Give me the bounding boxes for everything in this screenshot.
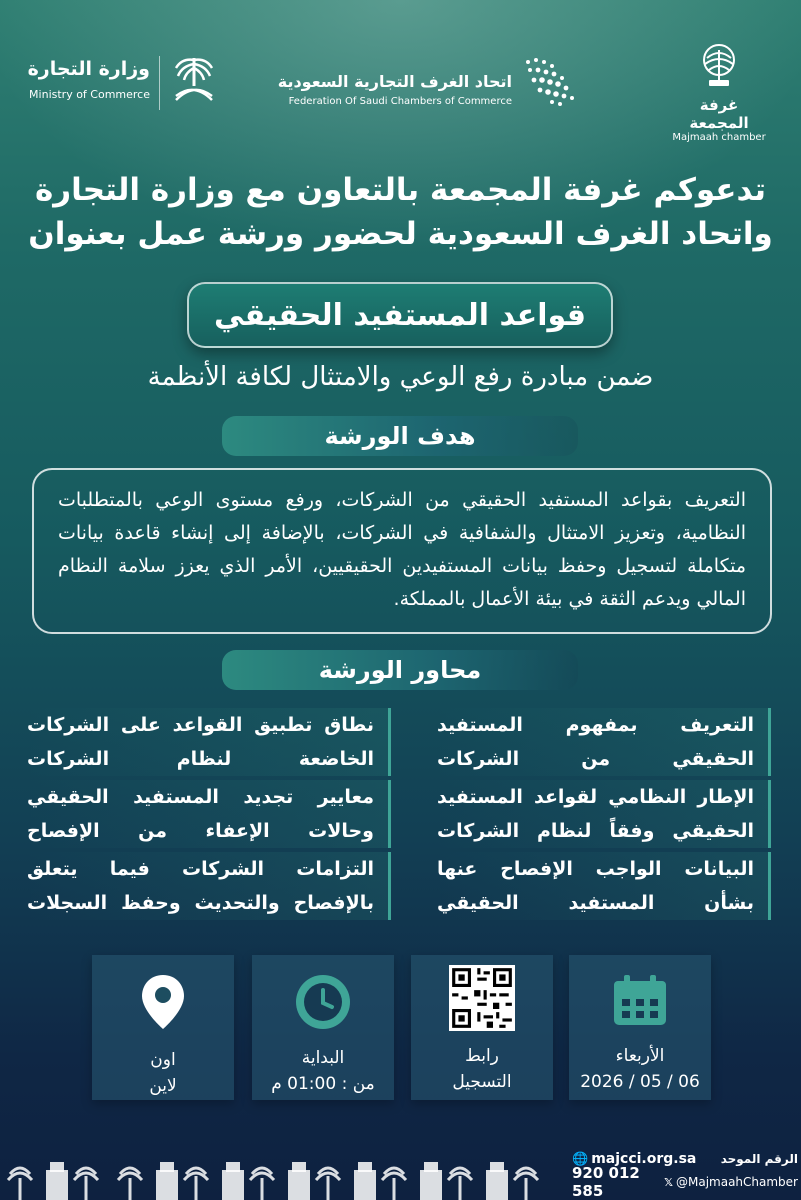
event-day: الأربعاء [615, 1046, 665, 1066]
federation-logo [277, 52, 582, 122]
palm-swords-emblem-icon [170, 52, 218, 112]
location-card [92, 955, 234, 1100]
axis-item-4-line-2: وحالات الإعفاء من الإفصاح [27, 820, 374, 842]
ministry-name-ar: وزارة التجارة [27, 58, 150, 80]
start-label: البداية [301, 1048, 345, 1068]
axis-item-5 [437, 852, 771, 920]
axes-heading: محاور الورشة [318, 656, 482, 684]
clock-icon [294, 973, 352, 1031]
chamber-name-ar: غرفة المجمعة [689, 96, 749, 132]
register-line-1: رابط [465, 1046, 499, 1066]
axis-item-5-line-2: بشأن المستفيد الحقيقي [437, 892, 754, 914]
federation-name-ar: اتحاد الغرف التجارية السعودية [277, 72, 512, 91]
invite-heading [20, 168, 781, 256]
date-card [569, 955, 711, 1100]
chamber-name-en: Majmaah chamber [672, 132, 766, 143]
calendar-icon [610, 973, 670, 1029]
federation-name-en: Federation Of Saudi Chambers of Commerce [288, 96, 512, 107]
invite-line-1: تدعوكم غرفة المجمعة بالتعاون مع وزارة التجارة [34, 172, 767, 208]
palm-crown-icon [693, 42, 745, 92]
axis-item-3-line-1: الإطار النظامي لقواعد المستفيد [437, 786, 754, 808]
twitter-icon: 𝕏 [664, 1175, 673, 1189]
invite-line-2: واتحاد الغرف السعودية لحضور ورشة عمل بعنوان [28, 216, 773, 252]
website-text: majcci.org.sa [591, 1151, 697, 1167]
axis-item-4 [27, 780, 391, 848]
workshop-title: قواعد المستفيد الحقيقي [214, 297, 586, 333]
axis-item-1-line-1: التعريف بمفهوم المستفيد [437, 714, 754, 736]
time-card-text [271, 1045, 375, 1097]
location-pin-icon [138, 973, 188, 1033]
twitter-link[interactable] [664, 1175, 798, 1189]
ministry-logo [28, 52, 218, 122]
event-date: 2026 / 05 / 06 [580, 1072, 700, 1092]
ministry-name-en: Ministry of Commerce [29, 88, 150, 101]
axis-item-4-line-1: معايير تجديد المستفيد الحقيقي [27, 786, 374, 808]
axis-item-1 [437, 708, 771, 776]
axis-item-2 [27, 708, 391, 776]
axis-item-3-line-2: الحقيقي وفقاً لنظام الشركات [437, 820, 754, 842]
axis-item-5-line-1: البيانات الواجب الإفصاح عنها [437, 858, 754, 880]
axis-item-1-line-2: الحقيقي من الشركات [437, 748, 754, 770]
footer-contact [572, 1148, 798, 1200]
phone-link[interactable] [572, 1164, 664, 1200]
goal-box [32, 468, 772, 634]
axis-item-2-line-2: الخاضعة لنظام الشركات [27, 748, 374, 770]
globe-icon: 🌐 [572, 1151, 589, 1167]
date-card-text [580, 1043, 700, 1095]
qr-code[interactable] [449, 965, 515, 1031]
twitter-handle: @MajmaahChamber [675, 1175, 798, 1189]
start-time: من : 01:00 م [271, 1074, 375, 1094]
saudi-map-dots-icon [518, 52, 582, 112]
axes-heading-pill [222, 650, 578, 690]
register-card [411, 955, 553, 1100]
axis-item-6-line-1: التزامات الشركات فيما يتعلق [27, 858, 374, 880]
initiative-subtitle: ضمن مبادرة رفع الوعي والامتثال لكافة الأنظمة [147, 362, 654, 392]
axis-item-2-line-1: نطاق تطبيق القواعد على الشركات [27, 714, 374, 736]
chamber-logo [669, 42, 769, 143]
location-card-text [149, 1047, 176, 1099]
goal-text: التعريف بقواعد المستفيد الحقيقي من الشركات، ورفع مستوى الوعي بالمتطلبات النظامية، وتعزيز الامتثال والشفافية في الشركات، بالإضافة إلى إنشاء قاعدة بيانات متكاملة لتسجيل وحفظ بيانات المستفيدين الحقيقيين، الأمر الذي يعزز سلامة النظام المالي ويدعم الثقة في بيئة الأعمال بالمملكة. [58, 489, 746, 610]
heritage-pattern [0, 1140, 565, 1200]
location-line-2: لاين [149, 1076, 177, 1096]
register-line-2: التسجيل [452, 1072, 512, 1092]
phone-number: 920 012 585 [572, 1164, 640, 1200]
ministry-divider [159, 56, 160, 110]
axis-item-3 [437, 780, 771, 848]
axis-item-6 [27, 852, 391, 920]
location-line-1: اون [150, 1050, 176, 1070]
unified-label: الرقم الموحد [720, 1152, 798, 1166]
time-card [252, 955, 394, 1100]
axis-item-6-line-2: بالإفصاح والتحديث وحفظ السجلات [27, 892, 374, 914]
register-card-text [452, 1043, 511, 1095]
footer [0, 1140, 801, 1200]
workshop-title-box [187, 282, 613, 348]
goal-heading-pill [222, 416, 578, 456]
goal-heading: هدف الورشة [324, 422, 476, 450]
